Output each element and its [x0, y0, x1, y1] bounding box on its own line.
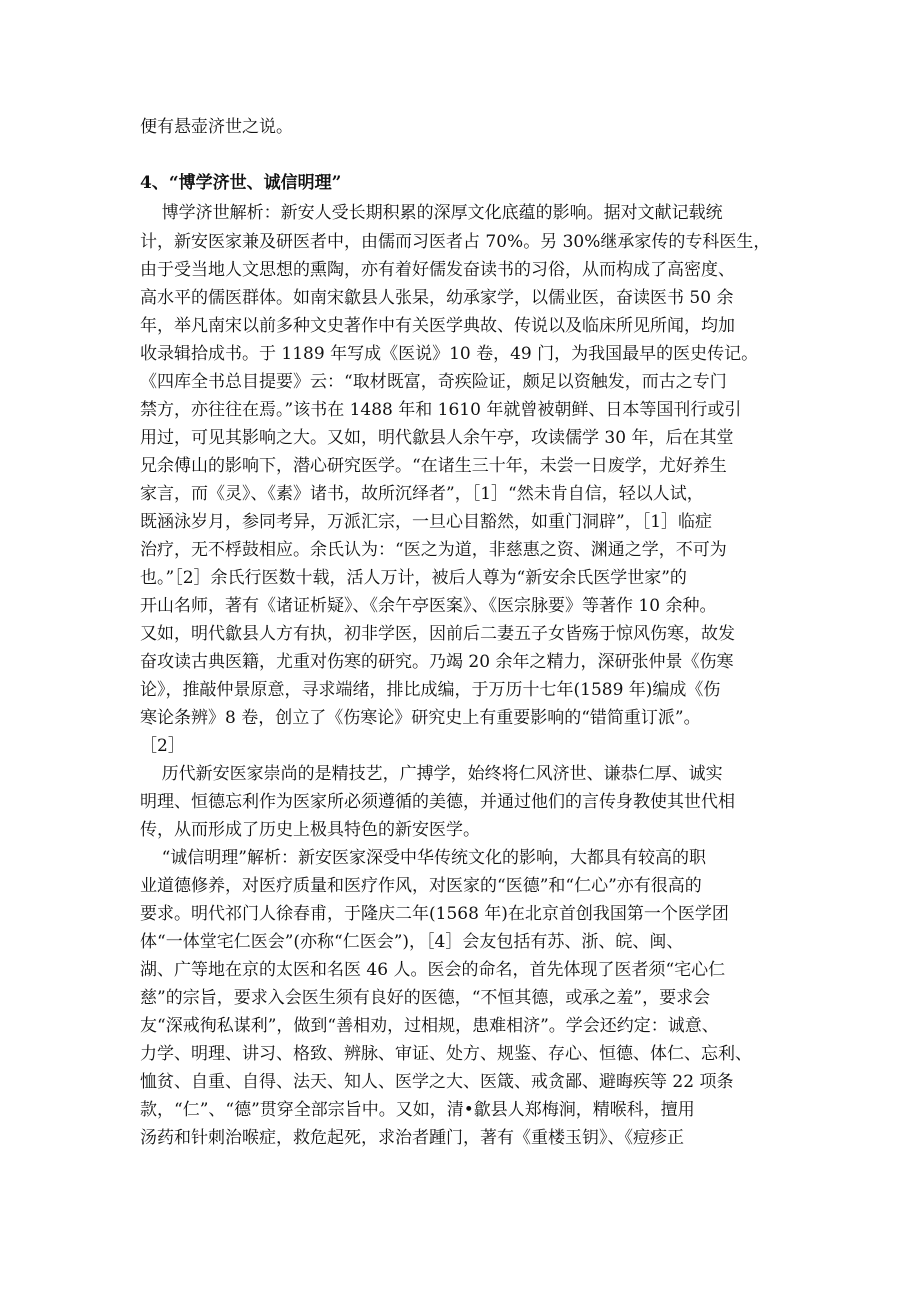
text-line: 明理、恒德忘利作为医家所必须遵循的美德，并通过他们的言传身教使其世代相 [140, 792, 735, 812]
text-line: 家言，而《灵》、《素》诸书，故所沉绎者”，［1］“然未肯自信，轻以人试， [140, 484, 704, 504]
text-line: 业道德修养，对医疗质量和医疗作风，对医家的“医德”和“仁心”亦有很高的 [140, 876, 702, 896]
text-line: 款，“仁”、“德”贯穿全部宗旨中。又如，清•歙县人郑梅涧，精喉科，擅用 [140, 1100, 695, 1120]
text-line: 恤贫、自重、自得、法天、知人、医学之大、医箴、戒贪鄙、避晦疾等 22 项条 [140, 1072, 734, 1092]
text-line: ［2］ [140, 736, 185, 756]
text-line: 传，从而形成了历史上极具特色的新安医学。 [140, 820, 480, 840]
text-line: 体“一体堂宅仁医会”(亦称“仁医会”)，［4］会友包括有苏、浙、皖、闽、 [140, 932, 684, 952]
text-line: 治疗，无不桴鼓相应。余氏认为：“医之为道，非慈惠之资、渊通之学，不可为 [140, 540, 727, 560]
text-line: 兄余傅山的影响下，潜心研究医学。“在诸生三十年，未尝一日废学，尤好养生 [140, 456, 727, 476]
text-line: “诚信明理”解析：新安医家深受中华传统文化的影响，大都具有较高的职 [140, 848, 706, 868]
text-line: 奋攻读古典医籍，尤重对伤寒的研究。乃竭 20 余年之精力，深研张仲景《伤寒 [140, 652, 734, 672]
section-heading: 4、“博学济世、诚信明理” [140, 173, 342, 193]
text-line: 寒论条辨》8 卷，创立了《伤寒论》研究史上有重要影响的“错简重订派”。 [140, 708, 701, 728]
text-line: 力学、明理、讲习、格致、辨脉、审证、处方、规鉴、存心、恒德、体仁、忘利、 [140, 1044, 752, 1064]
text-line: 高水平的儒医群体。如南宋歙县人张杲，幼承家学，以儒业医，奋读医书 50 余 [140, 288, 734, 308]
text-line: 汤药和针刺治喉症，救危起死，求治者踵门，著有《重楼玉钥》、《痘疹正 [140, 1128, 684, 1148]
text-line: 湖、广等地在京的太医和名医 46 人。医会的命名，首先体现了医者须“宅心仁 [140, 960, 726, 980]
text-line: 既涵泳岁月，参同考异，万派汇宗，一旦心目豁然，如重门洞辟”，［1］临症 [140, 512, 713, 532]
text-line: 收录辑拾成书。于 1189 年写成《医说》10 卷，49 门，为我国最早的医史传记。 [140, 344, 759, 364]
text-line: 由于受当地人文思想的熏陶，亦有着好儒发奋读书的习俗，从而构成了高密度、 [140, 260, 735, 280]
text-line: 开山名师，著有《诸证析疑》、《余午亭医案》、《医宗脉要》等著作 10 余种。 [140, 596, 717, 616]
text-line: 年，举凡南宋以前多种文史著作中有关医学典故、传说以及临床所见所闻，均加 [140, 316, 735, 336]
text-line: 《四库全书总目提要》云：“取材既富，奇疾险证，颇足以资触发，而古之专门 [140, 372, 727, 392]
text-line: 便有悬壶济世之说。 [140, 117, 293, 137]
text-line: 计，新安医家兼及研医者中，由儒而习医者占 70%。另 30%继承家传的专科医生， [140, 232, 771, 252]
text-line: 又如，明代歙县人方有执，初非学医，因前后二妻五子女皆殇于惊风伤寒，故发 [140, 624, 735, 644]
text-line: 论》，推敲仲景原意，寻求端绪，排比成编，于万历十七年(1589 年)编成《伤 [140, 680, 721, 700]
text-line: 要求。明代祁门人徐春甫，于隆庆二年(1568 年)在北京首创我国第一个医学团 [140, 904, 729, 924]
text-line: 慈”的宗旨，要求入会医生须有良好的医德，“不恒其德，或承之羞”，要求会 [140, 988, 711, 1008]
text-line: 用过，可见其影响之大。又如，明代歙县人余午亭，攻读儒学 30 年，后在其堂 [140, 428, 734, 448]
text-line: 也。”［2］余氏行医数十载，活人万计，被后人尊为“新安余氏医学世家”的 [140, 568, 687, 588]
text-line: 博学济世解析：新安人受长期积累的深厚文化底蕴的影响。据对文献记载统 [140, 203, 723, 223]
text-line: 友“深戒徇私谋利”，做到“善相劝，过相规，患难相济”。学会还约定：诚意、 [140, 1016, 719, 1036]
text-line: 历代新安医家崇尚的是精技艺，广搏学，始终将仁风济世、谦恭仁厚、诚实 [140, 764, 723, 784]
text-line: 禁方，亦往往在焉。”该书在 1488 年和 1610 年就曾被朝鲜、日本等国刊行或引 [140, 400, 742, 420]
